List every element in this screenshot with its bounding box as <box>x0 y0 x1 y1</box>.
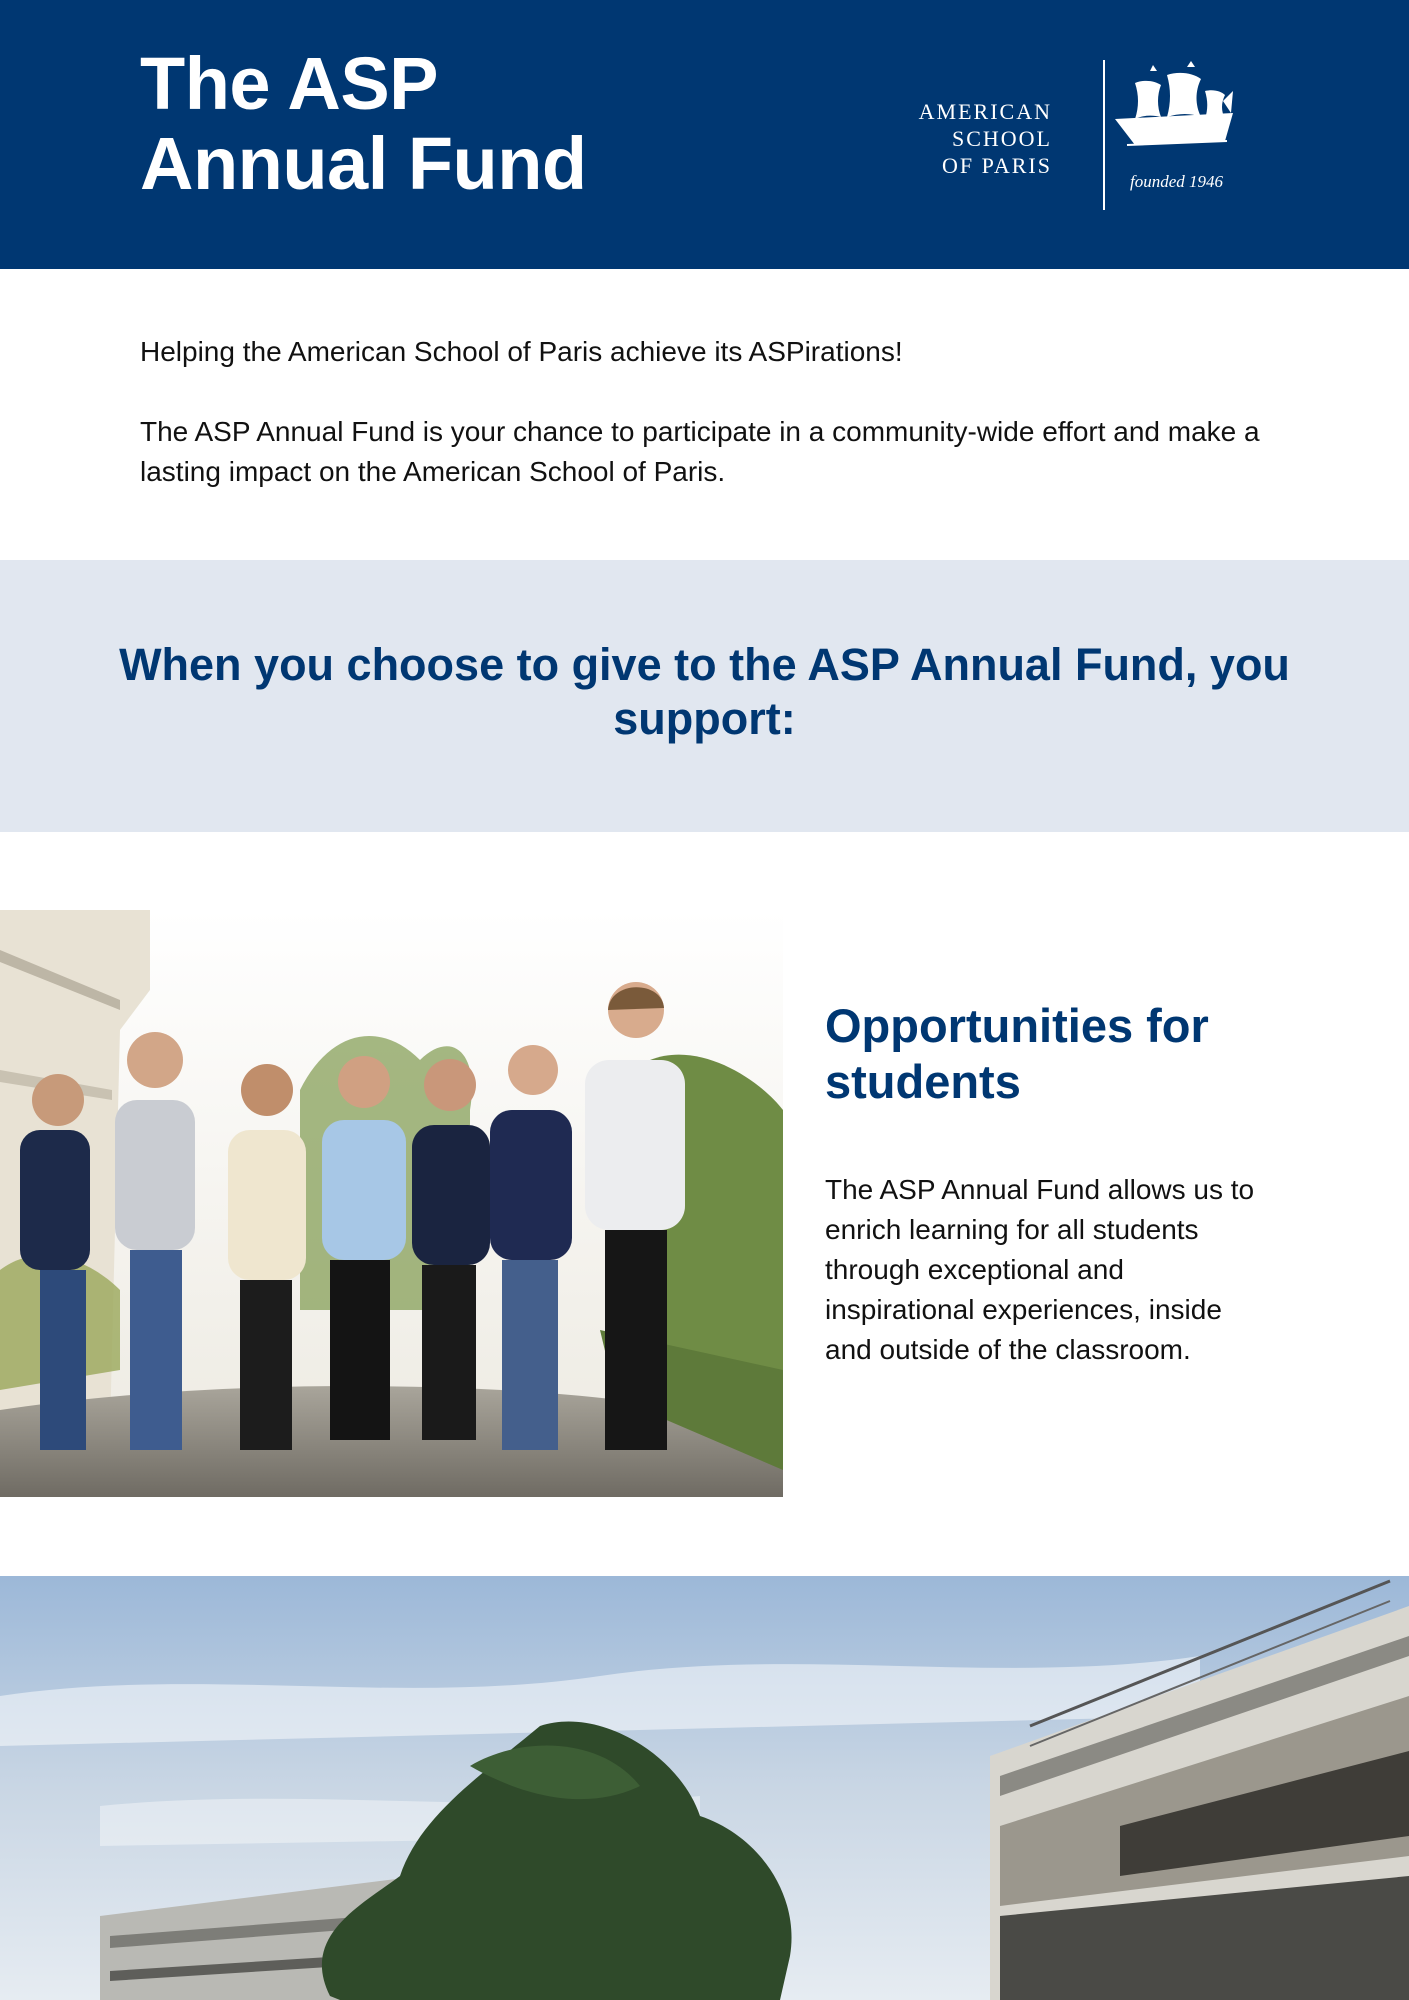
campus-photo <box>0 1576 1409 2000</box>
logo-wordmark <box>919 98 1052 179</box>
header-banner <box>0 0 1409 269</box>
title-line-1: The ASP <box>140 42 439 125</box>
support-band <box>0 560 1409 832</box>
intro-description: The ASP Annual Fund is your chance to participate in a community-wide effort and make a lasting impact on the American School of Paris. <box>140 416 1260 487</box>
logo-founded: founded 1946 <box>1130 172 1224 191</box>
intro-section <box>140 332 1290 532</box>
school-logo <box>918 55 1245 215</box>
logo-line-2: SCHOOL <box>951 126 1052 151</box>
page-title <box>140 44 587 204</box>
title-line-2: Annual Fund <box>140 122 587 205</box>
logo-line-1: AMERICAN <box>918 99 1052 124</box>
opportunities-title: Opportunities for students <box>825 999 1209 1108</box>
opportunities-body: The ASP Annual Fund allows us to enrich learning for all students through exceptional and inspirational experiences, inside and outside of the classroom. <box>825 1174 1255 1365</box>
ship-icon <box>1105 61 1245 171</box>
students-photo <box>0 910 783 1497</box>
intro-tagline: Helping the American School of Paris achieve its ASPirations! <box>140 336 903 367</box>
logo-line-3: OF PARIS <box>942 153 1052 178</box>
support-heading: When you choose to give to the ASP Annual Fund, you support: <box>119 639 1290 744</box>
